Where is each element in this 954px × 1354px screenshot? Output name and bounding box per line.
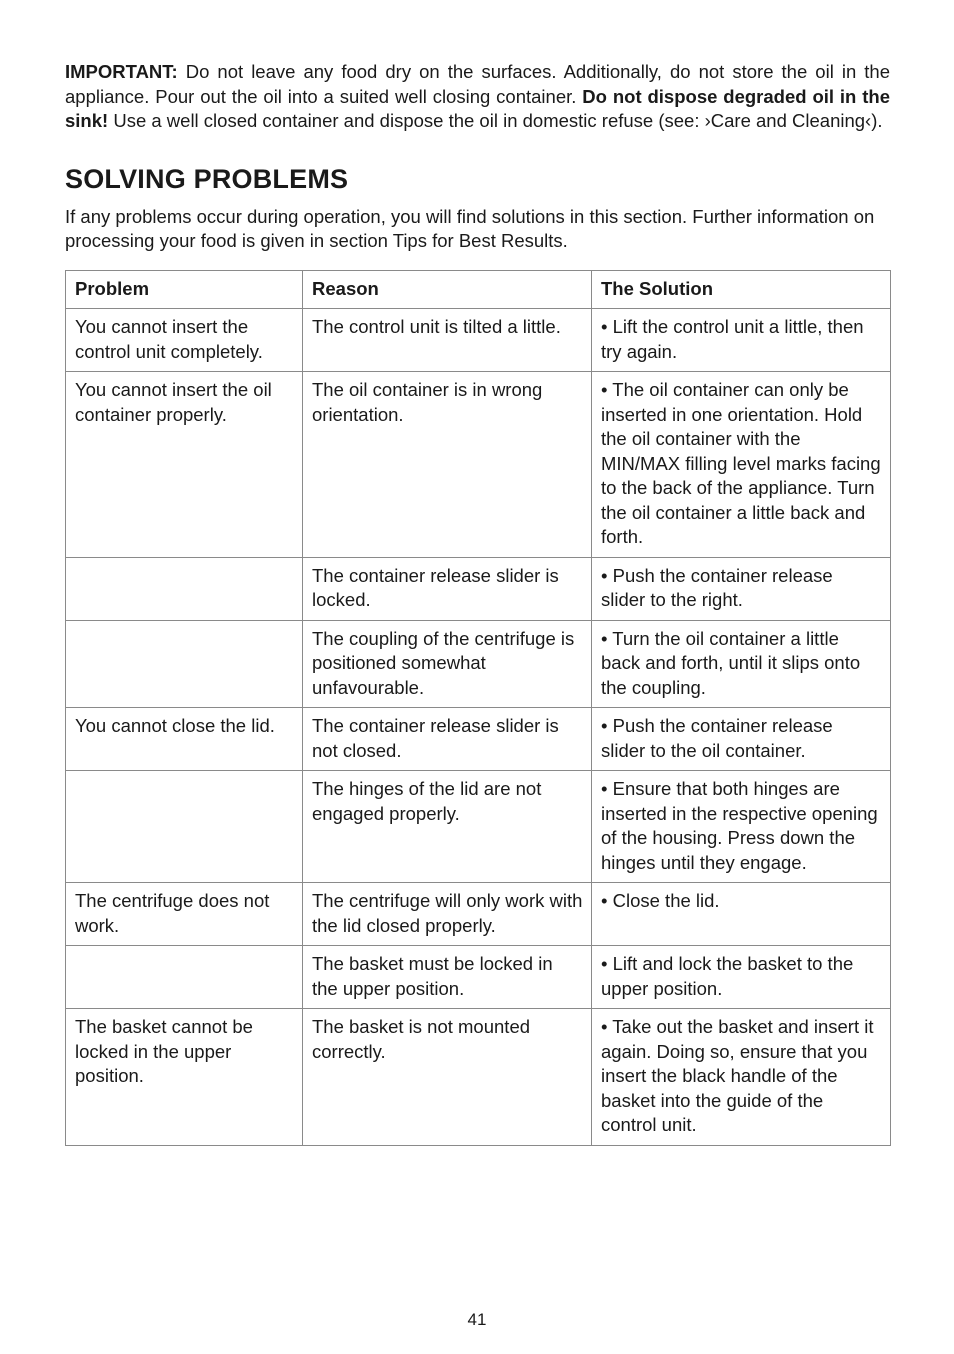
solution-cell: • Lift the control unit a little, then try again.: [592, 309, 891, 372]
header-solution: The Solution: [592, 270, 891, 309]
reason-cell: The oil container is in wrong orientation.: [303, 372, 592, 558]
troubleshooting-table: [65, 270, 891, 1146]
problem-cell: The centrifuge does not work.: [66, 883, 303, 946]
reason-cell: The basket is not mounted correctly.: [303, 1009, 592, 1146]
solution-cell: • Ensure that both hinges are inserted in the respective opening of the housing. Press down the hinges until they engage.: [592, 771, 891, 883]
table-row: [66, 372, 891, 558]
reason-cell: The container release slider is not closed.: [303, 708, 592, 771]
reason-cell: The control unit is tilted a little.: [303, 309, 592, 372]
section-title: SOLVING PROBLEMS: [65, 163, 349, 194]
problem-cell: [66, 771, 303, 883]
table-header-row: [66, 270, 891, 309]
reason-cell: The coupling of the centrifuge is positioned somewhat unfavourable.: [303, 620, 592, 708]
solution-cell: • Close the lid.: [592, 883, 891, 946]
table-row: [66, 708, 891, 771]
header-problem: Problem: [66, 270, 303, 309]
important-text-3: Use a well closed container and dispose the oil in domestic refuse (see: ›Care and Cleaning‹).: [108, 110, 883, 131]
solution-cell: • Push the container release slider to the oil container.: [592, 708, 891, 771]
table-row: [66, 309, 891, 372]
page-content: [65, 60, 890, 1146]
table-row: [66, 557, 891, 620]
problem-cell: The basket cannot be locked in the upper position.: [66, 1009, 303, 1146]
solution-cell: • Lift and lock the basket to the upper position.: [592, 946, 891, 1009]
problem-cell: You cannot insert the control unit completely.: [66, 309, 303, 372]
problem-cell: [66, 620, 303, 708]
solution-cell: • Turn the oil container a little back and forth, until it slips onto the coupling.: [592, 620, 891, 708]
important-warning: Do not dispose degraded oil in the sink!: [65, 85, 890, 131]
important-text-1: Do not leave any food dry on the surfaces. Additionally, do not store the oil in the appliance. Pour out the oil into a suited well closing container.: [65, 61, 890, 107]
solution-cell: • Push the container release slider to the right.: [592, 557, 891, 620]
reason-cell: The centrifuge will only work with the lid closed properly.: [303, 883, 592, 946]
problem-cell: [66, 946, 303, 1009]
section-lead: If any problems occur during operation, you will find solutions in this section. Further information on processing your food is given in section Tips for Best Results.: [65, 205, 875, 251]
page-number: 41: [467, 1310, 487, 1329]
table-row: [66, 1009, 891, 1146]
reason-cell: The hinges of the lid are not engaged properly.: [303, 771, 592, 883]
table-row: [66, 883, 891, 946]
problem-cell: You cannot close the lid.: [66, 708, 303, 771]
important-label: IMPORTANT:: [65, 61, 178, 82]
problem-cell: [66, 557, 303, 620]
problem-cell: You cannot insert the oil container properly.: [66, 372, 303, 558]
table-row: [66, 771, 891, 883]
header-reason: Reason: [303, 270, 592, 309]
table-row: [66, 620, 891, 708]
table-row: [66, 946, 891, 1009]
solution-cell: • Take out the basket and insert it again. Doing so, ensure that you insert the black handle of the basket into the guide of the control unit.: [592, 1009, 891, 1146]
solution-cell: • The oil container can only be inserted in one orientation. Hold the oil container with the MIN/MAX filling level marks facing to the back of the appliance. Turn the oil container a little back and forth.: [592, 372, 891, 558]
reason-cell: The basket must be locked in the upper position.: [303, 946, 592, 1009]
reason-cell: The container release slider is locked.: [303, 557, 592, 620]
important-note: [65, 60, 890, 134]
